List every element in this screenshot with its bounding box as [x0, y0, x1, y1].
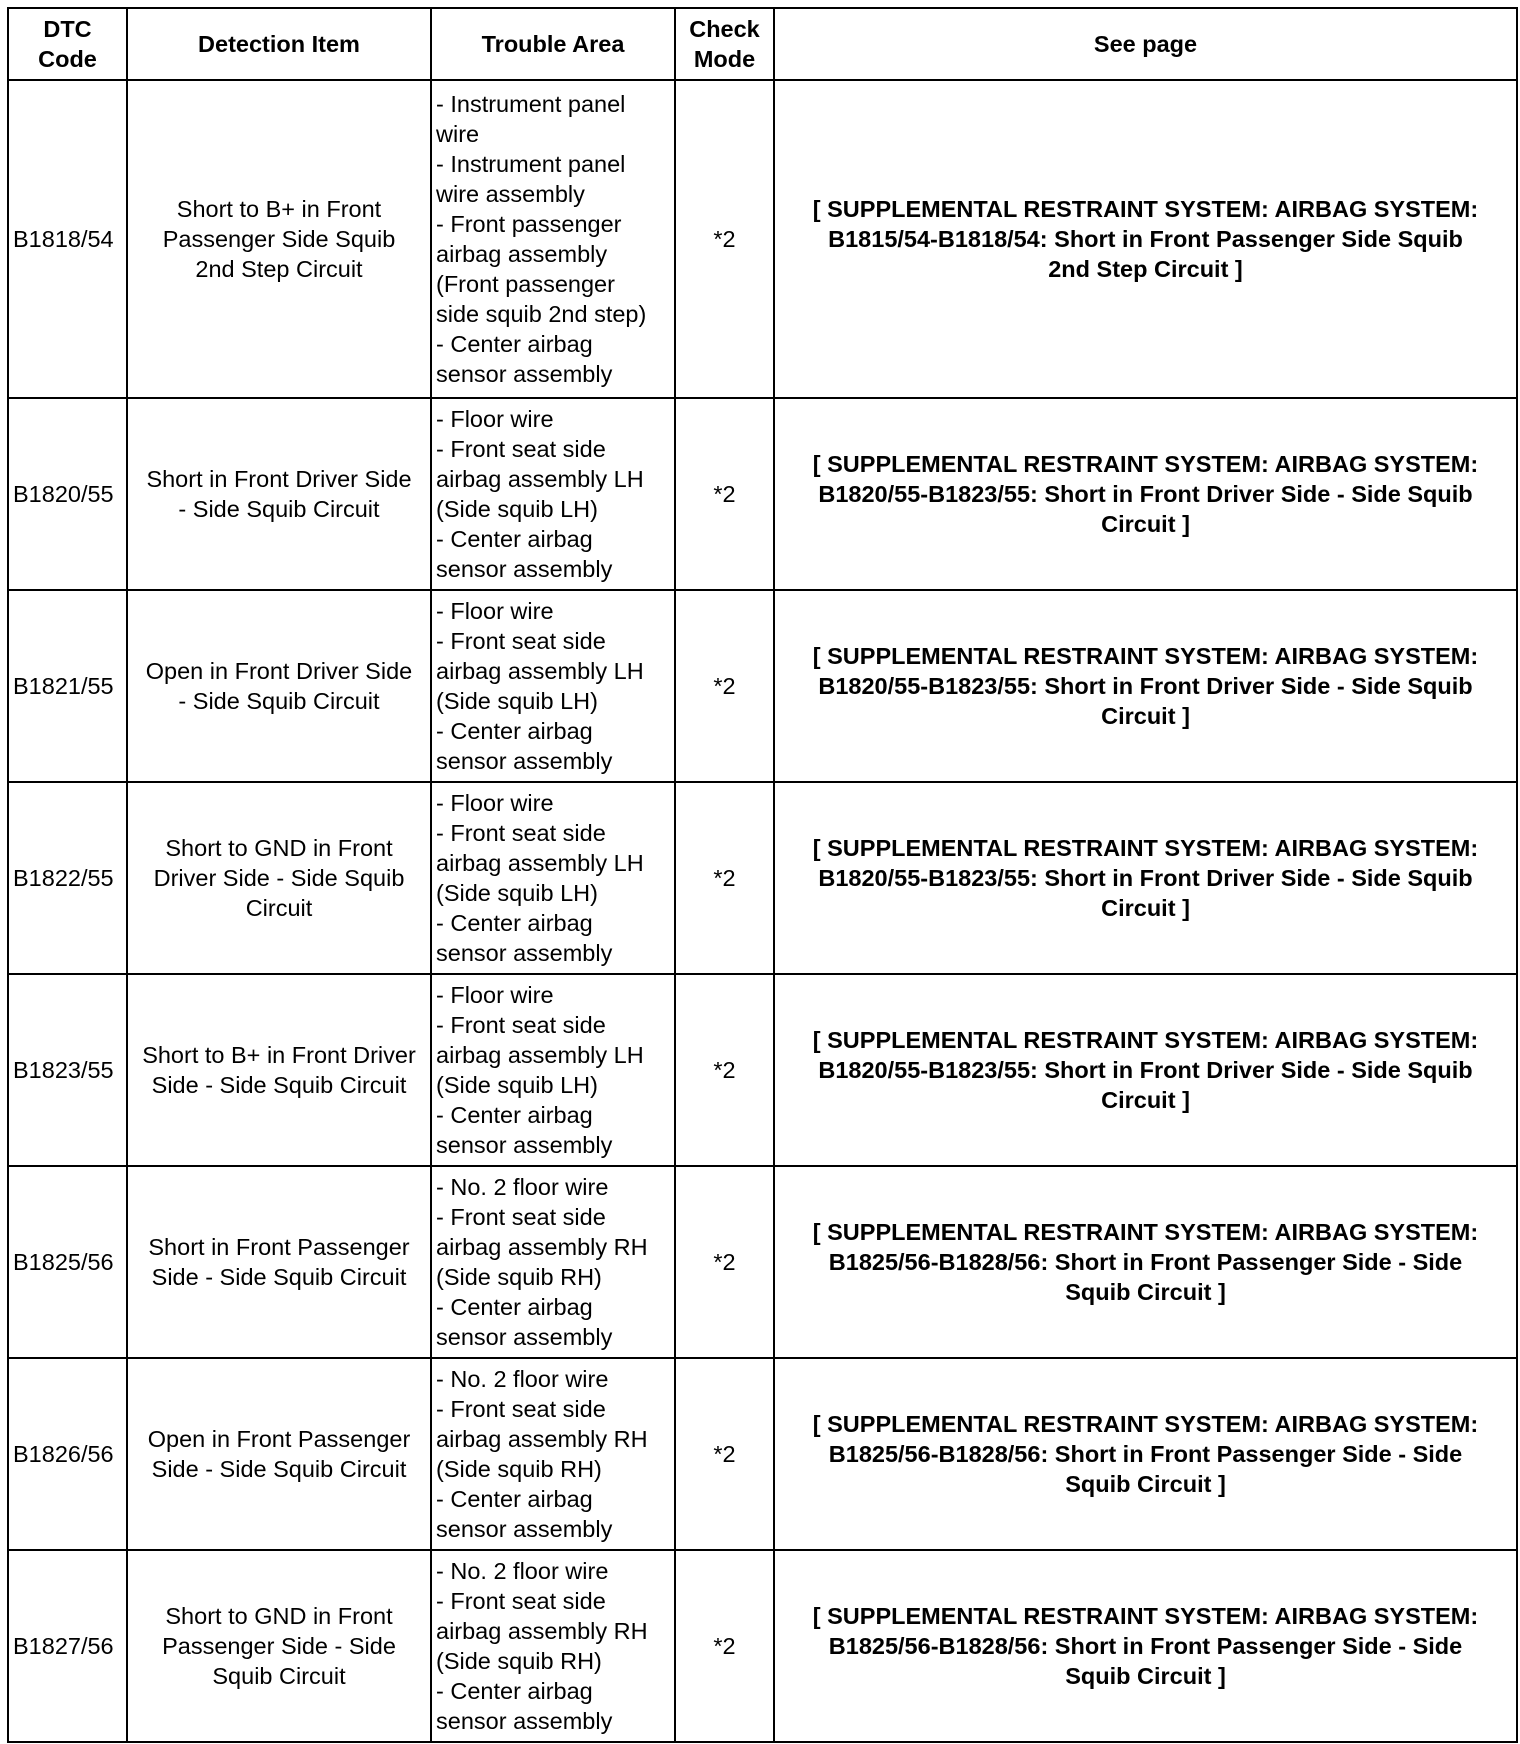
trouble-area-line: airbag assembly LH [436, 850, 644, 877]
see-page-line: [ SUPPLEMENTAL RESTRAINT SYSTEM: AIRBAG SYSTEM: [812, 1603, 1479, 1629]
see-page-line: Squib Circuit ] [1065, 1663, 1226, 1689]
trouble-area-line: - Floor wire [436, 982, 554, 1009]
trouble-area-line: sensor assembly [436, 1132, 613, 1159]
trouble-area-line: - Center airbag [436, 1678, 593, 1704]
detection-item-cell [127, 782, 431, 974]
check-mode-cell: *2 [675, 974, 774, 1166]
trouble-area-cell [431, 974, 675, 1166]
see-page-line: Squib Circuit ] [1065, 1471, 1226, 1498]
table-row [8, 974, 1517, 1166]
see-page-line: B1820/55-B1823/55: Short in Front Driver Side - Side Squib [818, 673, 1473, 700]
see-page-line: Circuit ] [1101, 511, 1190, 538]
see-page-line: B1820/55-B1823/55: Short in Front Driver Side - Side Squib [818, 865, 1473, 892]
see-page-link[interactable] [774, 1166, 1517, 1358]
detection-item-line: Circuit [245, 895, 313, 922]
see-page-line: Circuit ] [1101, 895, 1190, 922]
header-check-mode-line: Mode [693, 46, 756, 72]
trouble-area-line: wire assembly [436, 181, 585, 208]
trouble-area-cell [431, 1550, 675, 1742]
trouble-area-line: airbag assembly LH [436, 658, 644, 685]
header-trouble-area: Trouble Area [431, 8, 675, 80]
see-page-line: [ SUPPLEMENTAL RESTRAINT SYSTEM: AIRBAG SYSTEM: [812, 1411, 1479, 1438]
trouble-area-cell [431, 80, 675, 398]
trouble-area-cell [431, 398, 675, 590]
detection-item-cell [127, 974, 431, 1166]
trouble-area-line: - Front seat side [436, 1204, 606, 1231]
detection-item-line: - Side Squib Circuit [178, 496, 380, 523]
trouble-area-cell [431, 782, 675, 974]
trouble-area-line: airbag assembly LH [436, 466, 644, 493]
see-page-link[interactable] [774, 80, 1517, 398]
dtc-table [7, 7, 1518, 1743]
see-page-line: B1820/55-B1823/55: Short in Front Driver Side - Side Squib [818, 481, 1473, 508]
trouble-area-line: sensor assembly [436, 361, 613, 388]
trouble-area-line: - Center airbag [436, 910, 593, 937]
see-page-line: B1815/54-B1818/54: Short in Front Passenger Side Squib [828, 226, 1463, 253]
see-page-line: Squib Circuit ] [1065, 1279, 1226, 1306]
dtc-code-cell: B1818/54 [8, 80, 127, 398]
trouble-area-line: - No. 2 floor wire [436, 1558, 609, 1584]
detection-item-cell [127, 1166, 431, 1358]
see-page-line: [ SUPPLEMENTAL RESTRAINT SYSTEM: AIRBAG SYSTEM: [812, 643, 1479, 670]
table-header-row [8, 8, 1517, 80]
table-row [8, 398, 1517, 590]
trouble-area-line: - Instrument panel [436, 151, 626, 178]
detection-item-line: Short in Front Driver Side [146, 466, 412, 493]
trouble-area-line: - No. 2 floor wire [436, 1366, 609, 1393]
trouble-area-line: sensor assembly [436, 1708, 613, 1734]
check-mode-cell: *2 [675, 782, 774, 974]
dtc-code-cell: B1821/55 [8, 590, 127, 782]
trouble-area-line: - Floor wire [436, 790, 554, 817]
table-row [8, 80, 1517, 398]
detection-item-line: Short to GND in Front [165, 835, 393, 862]
see-page-link[interactable] [774, 974, 1517, 1166]
check-mode-cell: *2 [675, 590, 774, 782]
table-row [8, 1358, 1517, 1550]
trouble-area-line: - Center airbag [436, 331, 593, 358]
see-page-line: Circuit ] [1101, 1087, 1190, 1114]
trouble-area-line: (Front passenger [436, 271, 615, 298]
dtc-code-cell: B1823/55 [8, 974, 127, 1166]
header-see-page: See page [774, 8, 1517, 80]
trouble-area-cell [431, 590, 675, 782]
see-page-link[interactable] [774, 1550, 1517, 1742]
see-page-link[interactable] [774, 398, 1517, 590]
trouble-area-line: - Front seat side [436, 628, 606, 655]
header-check-mode [675, 8, 774, 80]
check-mode-cell: *2 [675, 1358, 774, 1550]
see-page-line: 2nd Step Circuit ] [1048, 256, 1243, 283]
table-row [8, 782, 1517, 974]
detection-item-line: Short to B+ in Front Driver [142, 1042, 416, 1069]
check-mode-cell: *2 [675, 1550, 774, 1742]
trouble-area-line: - Center airbag [436, 1102, 593, 1129]
detection-item-cell [127, 590, 431, 782]
dtc-code-cell: B1825/56 [8, 1166, 127, 1358]
detection-item-line: Short to GND in Front [165, 1603, 393, 1629]
trouble-area-line: sensor assembly [436, 556, 613, 583]
see-page-link[interactable] [774, 590, 1517, 782]
trouble-area-line: (Side squib RH) [436, 1264, 602, 1291]
trouble-area-line: - Front passenger [436, 211, 622, 238]
trouble-area-line: - Instrument panel [436, 91, 626, 118]
trouble-area-line: (Side squib LH) [436, 688, 598, 715]
trouble-area-line: - Front seat side [436, 820, 606, 847]
trouble-area-line: (Side squib RH) [436, 1648, 602, 1674]
detection-item-cell [127, 1358, 431, 1550]
trouble-area-line: sensor assembly [436, 1516, 613, 1543]
trouble-area-line: side squib 2nd step) [436, 301, 647, 328]
dtc-code-cell: B1822/55 [8, 782, 127, 974]
detection-item-line: Driver Side - Side Squib [153, 865, 405, 892]
trouble-area-line: sensor assembly [436, 748, 613, 775]
dtc-code-cell: B1827/56 [8, 1550, 127, 1742]
trouble-area-line: - Center airbag [436, 1486, 593, 1513]
dtc-code-cell: B1826/56 [8, 1358, 127, 1550]
table-row [8, 590, 1517, 782]
trouble-area-line: - Floor wire [436, 406, 554, 433]
check-mode-cell: *2 [675, 398, 774, 590]
detection-item-line: Passenger Side Squib [162, 226, 396, 253]
detection-item-line: Side - Side Squib Circuit [151, 1456, 407, 1483]
trouble-area-line: (Side squib RH) [436, 1456, 602, 1483]
header-dtc-code-line: DTC [43, 16, 92, 42]
table-row [8, 1550, 1517, 1742]
trouble-area-line: - Center airbag [436, 526, 593, 553]
trouble-area-line: - Front seat side [436, 1012, 606, 1039]
see-page-line: [ SUPPLEMENTAL RESTRAINT SYSTEM: AIRBAG SYSTEM: [812, 835, 1479, 862]
trouble-area-line: - Front seat side [436, 1588, 606, 1614]
trouble-area-line: - Front seat side [436, 436, 606, 463]
trouble-area-line: (Side squib LH) [436, 880, 598, 907]
trouble-area-line: airbag assembly [436, 241, 608, 268]
header-dtc-code [8, 8, 127, 80]
trouble-area-line: - Center airbag [436, 1294, 593, 1321]
trouble-area-cell [431, 1166, 675, 1358]
see-page-line: [ SUPPLEMENTAL RESTRAINT SYSTEM: AIRBAG SYSTEM: [812, 196, 1479, 223]
detection-item-line: Passenger Side - Side [162, 1633, 396, 1659]
trouble-area-line: sensor assembly [436, 940, 613, 967]
see-page-line: [ SUPPLEMENTAL RESTRAINT SYSTEM: AIRBAG SYSTEM: [812, 1027, 1479, 1054]
detection-item-cell [127, 1550, 431, 1742]
detection-item-line: - Side Squib Circuit [178, 688, 380, 715]
see-page-line: B1825/56-B1828/56: Short in Front Passenger Side - Side [828, 1633, 1463, 1659]
see-page-line: B1825/56-B1828/56: Short in Front Passenger Side - Side [828, 1441, 1463, 1468]
header-dtc-code-line: Code [38, 46, 97, 72]
header-check-mode-line: Check [689, 16, 760, 42]
detection-item-line: Open in Front Passenger [147, 1426, 411, 1453]
see-page-line: [ SUPPLEMENTAL RESTRAINT SYSTEM: AIRBAG SYSTEM: [812, 451, 1479, 478]
see-page-link[interactable] [774, 1358, 1517, 1550]
trouble-area-line: (Side squib LH) [436, 496, 598, 523]
trouble-area-line: - Floor wire [436, 598, 554, 625]
header-detection-item: Detection Item [127, 8, 431, 80]
trouble-area-line: sensor assembly [436, 1324, 613, 1351]
detection-item-line: Short to B+ in Front [176, 196, 382, 223]
see-page-link[interactable] [774, 782, 1517, 974]
check-mode-cell: *2 [675, 80, 774, 398]
trouble-area-line: airbag assembly LH [436, 1042, 644, 1069]
detection-item-cell [127, 80, 431, 398]
dtc-code-cell: B1820/55 [8, 398, 127, 590]
detection-item-line: Side - Side Squib Circuit [151, 1072, 407, 1099]
detection-item-line: Side - Side Squib Circuit [151, 1264, 407, 1291]
detection-item-line: Squib Circuit [212, 1663, 346, 1689]
trouble-area-line: airbag assembly RH [436, 1234, 648, 1261]
check-mode-cell: *2 [675, 1166, 774, 1358]
detection-item-cell [127, 398, 431, 590]
trouble-area-line: airbag assembly RH [436, 1618, 648, 1644]
detection-item-line: Short in Front Passenger [148, 1234, 410, 1261]
trouble-area-line: - No. 2 floor wire [436, 1174, 609, 1201]
see-page-line: Circuit ] [1101, 703, 1190, 730]
trouble-area-line: (Side squib LH) [436, 1072, 598, 1099]
table-row [8, 1166, 1517, 1358]
trouble-area-line: wire [436, 121, 480, 148]
trouble-area-line: - Center airbag [436, 718, 593, 745]
trouble-area-cell [431, 1358, 675, 1550]
detection-item-line: Open in Front Driver Side [145, 658, 413, 685]
see-page-line: B1820/55-B1823/55: Short in Front Driver Side - Side Squib [818, 1057, 1473, 1084]
trouble-area-line: - Front seat side [436, 1396, 606, 1423]
trouble-area-line: airbag assembly RH [436, 1426, 648, 1453]
detection-item-line: 2nd Step Circuit [195, 256, 363, 283]
see-page-line: [ SUPPLEMENTAL RESTRAINT SYSTEM: AIRBAG SYSTEM: [812, 1219, 1479, 1246]
see-page-line: B1825/56-B1828/56: Short in Front Passenger Side - Side [828, 1249, 1463, 1276]
